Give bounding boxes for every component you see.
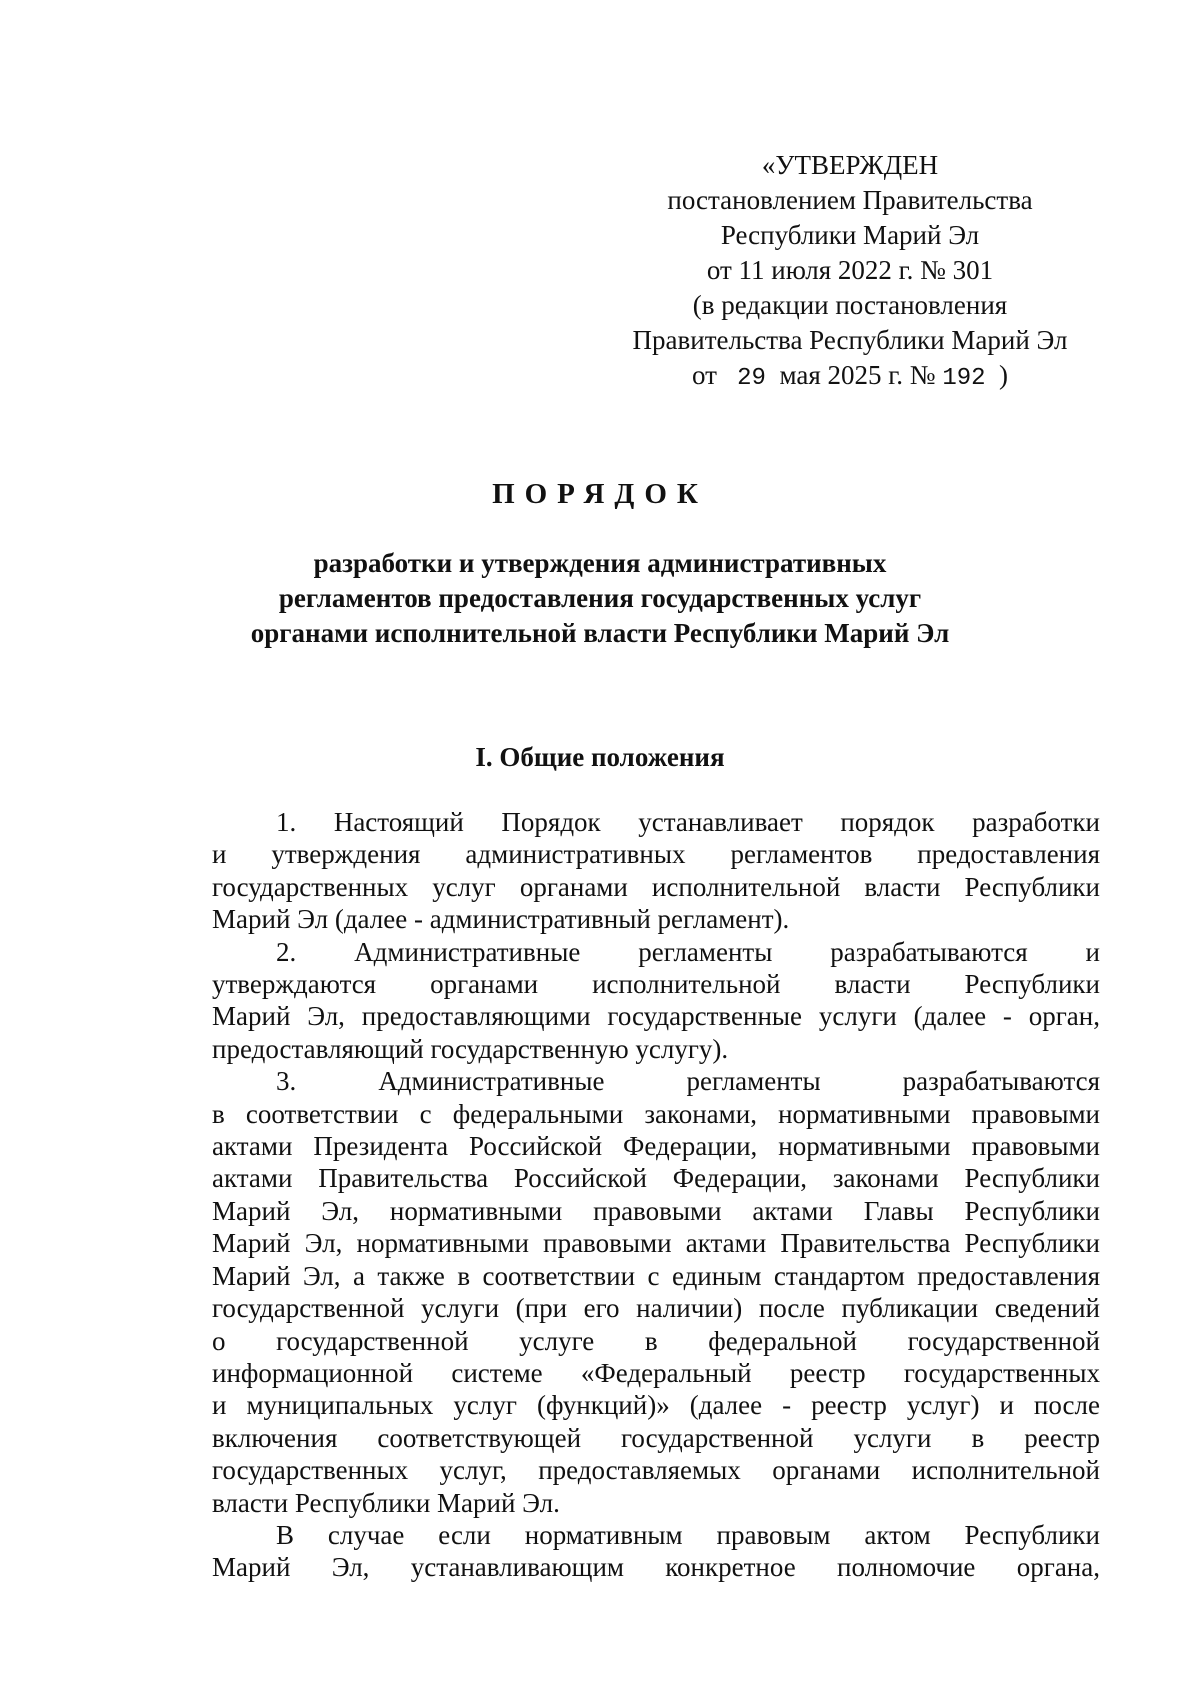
body-line: В случае если нормативным правовым актом Республики: [276, 1519, 1100, 1550]
body-line: и утверждения административных регламентов предоставления: [212, 839, 1100, 870]
body-line: 3. Административные регламенты разрабатываются: [276, 1066, 1100, 1097]
body-line: Марий Эл (далее - административный регламент).: [212, 904, 790, 935]
body-line: актами Правительства Российской Федерации, законами Республики: [212, 1163, 1100, 1194]
body-line: государственных услуг, предоставляемых органами исполнительной: [212, 1455, 1100, 1486]
body-line: 2. Административные регламенты разрабатываются и: [276, 936, 1100, 967]
body-line: Марий Эл, нормативными правовыми актами Правительства Республики: [212, 1228, 1100, 1259]
approval-stamp: [600, 148, 1100, 396]
approval-line-6: Правительства Республики Марий Эл: [632, 325, 1068, 355]
subtitle-line-2: регламентов предоставления государственных услуг: [278, 583, 922, 613]
section-body: [212, 806, 1100, 1584]
subtitle-line-1: разработки и утверждения административных: [313, 548, 887, 578]
body-line: предоставляющий государственную услугу).: [212, 1033, 729, 1064]
approval-date-mid: мая 2025 г. №: [779, 360, 936, 390]
body-line: в соответствии с федеральными законами, нормативными правовыми: [212, 1098, 1100, 1129]
body-line: Марий Эл, нормативными правовыми актами Главы Республики: [212, 1195, 1100, 1226]
body-line: Марий Эл, предоставляющими государственные услуги (далее - орган,: [212, 1001, 1100, 1032]
body-line: государственной услуги (при его наличии) после публикации сведений: [212, 1293, 1100, 1324]
approval-line-5: (в редакции постановления: [692, 290, 1008, 320]
approval-date-prefix: от: [691, 360, 717, 390]
body-line: включения соответствующей государственной услуги в реестр: [212, 1422, 1100, 1453]
body-line: власти Республики Марий Эл.: [212, 1487, 560, 1518]
approval-date-day: 29: [737, 365, 766, 392]
body-line: информационной системе «Федеральный реестр государственных: [212, 1357, 1100, 1388]
body-line: государственных услуг органами исполнительной власти Республики: [212, 871, 1100, 902]
body-line: 1. Настоящий Порядок устанавливает порядок разработки: [276, 807, 1100, 837]
body-line: о государственной услуге в федеральной государственной: [212, 1325, 1100, 1356]
approval-line-4: от 11 июля 2022 г. № 301: [706, 255, 994, 285]
approval-number: 192: [942, 365, 986, 392]
section-heading: I. Общие положения: [475, 742, 725, 772]
approval-line-7: [600, 358, 1100, 396]
approval-line-1: «УТВЕРЖДЕН: [761, 150, 939, 180]
subtitle-line-3: органами исполнительной власти Республики Марий Эл: [250, 618, 950, 648]
body-line: утверждаются органами исполнительной власти Республики: [212, 969, 1100, 1000]
approval-date-suffix: ): [999, 360, 1009, 390]
approval-line-3: Республики Марий Эл: [720, 220, 980, 250]
document-subtitle: [180, 546, 1020, 651]
body-line: актами Президента Российской Федерации, нормативными правовыми: [212, 1131, 1100, 1162]
body-line: Марий Эл, устанавливающим конкретное полномочие органа,: [212, 1552, 1100, 1583]
body-line: и муниципальных услуг (функций)» (далее - реестр услуг) и после: [212, 1390, 1100, 1421]
document-title: ПОРЯДОК: [492, 478, 708, 510]
body-line: Марий Эл, а также в соответствии с единым стандартом предоставления: [212, 1260, 1100, 1291]
approval-line-2: постановлением Правительства: [667, 185, 1033, 215]
